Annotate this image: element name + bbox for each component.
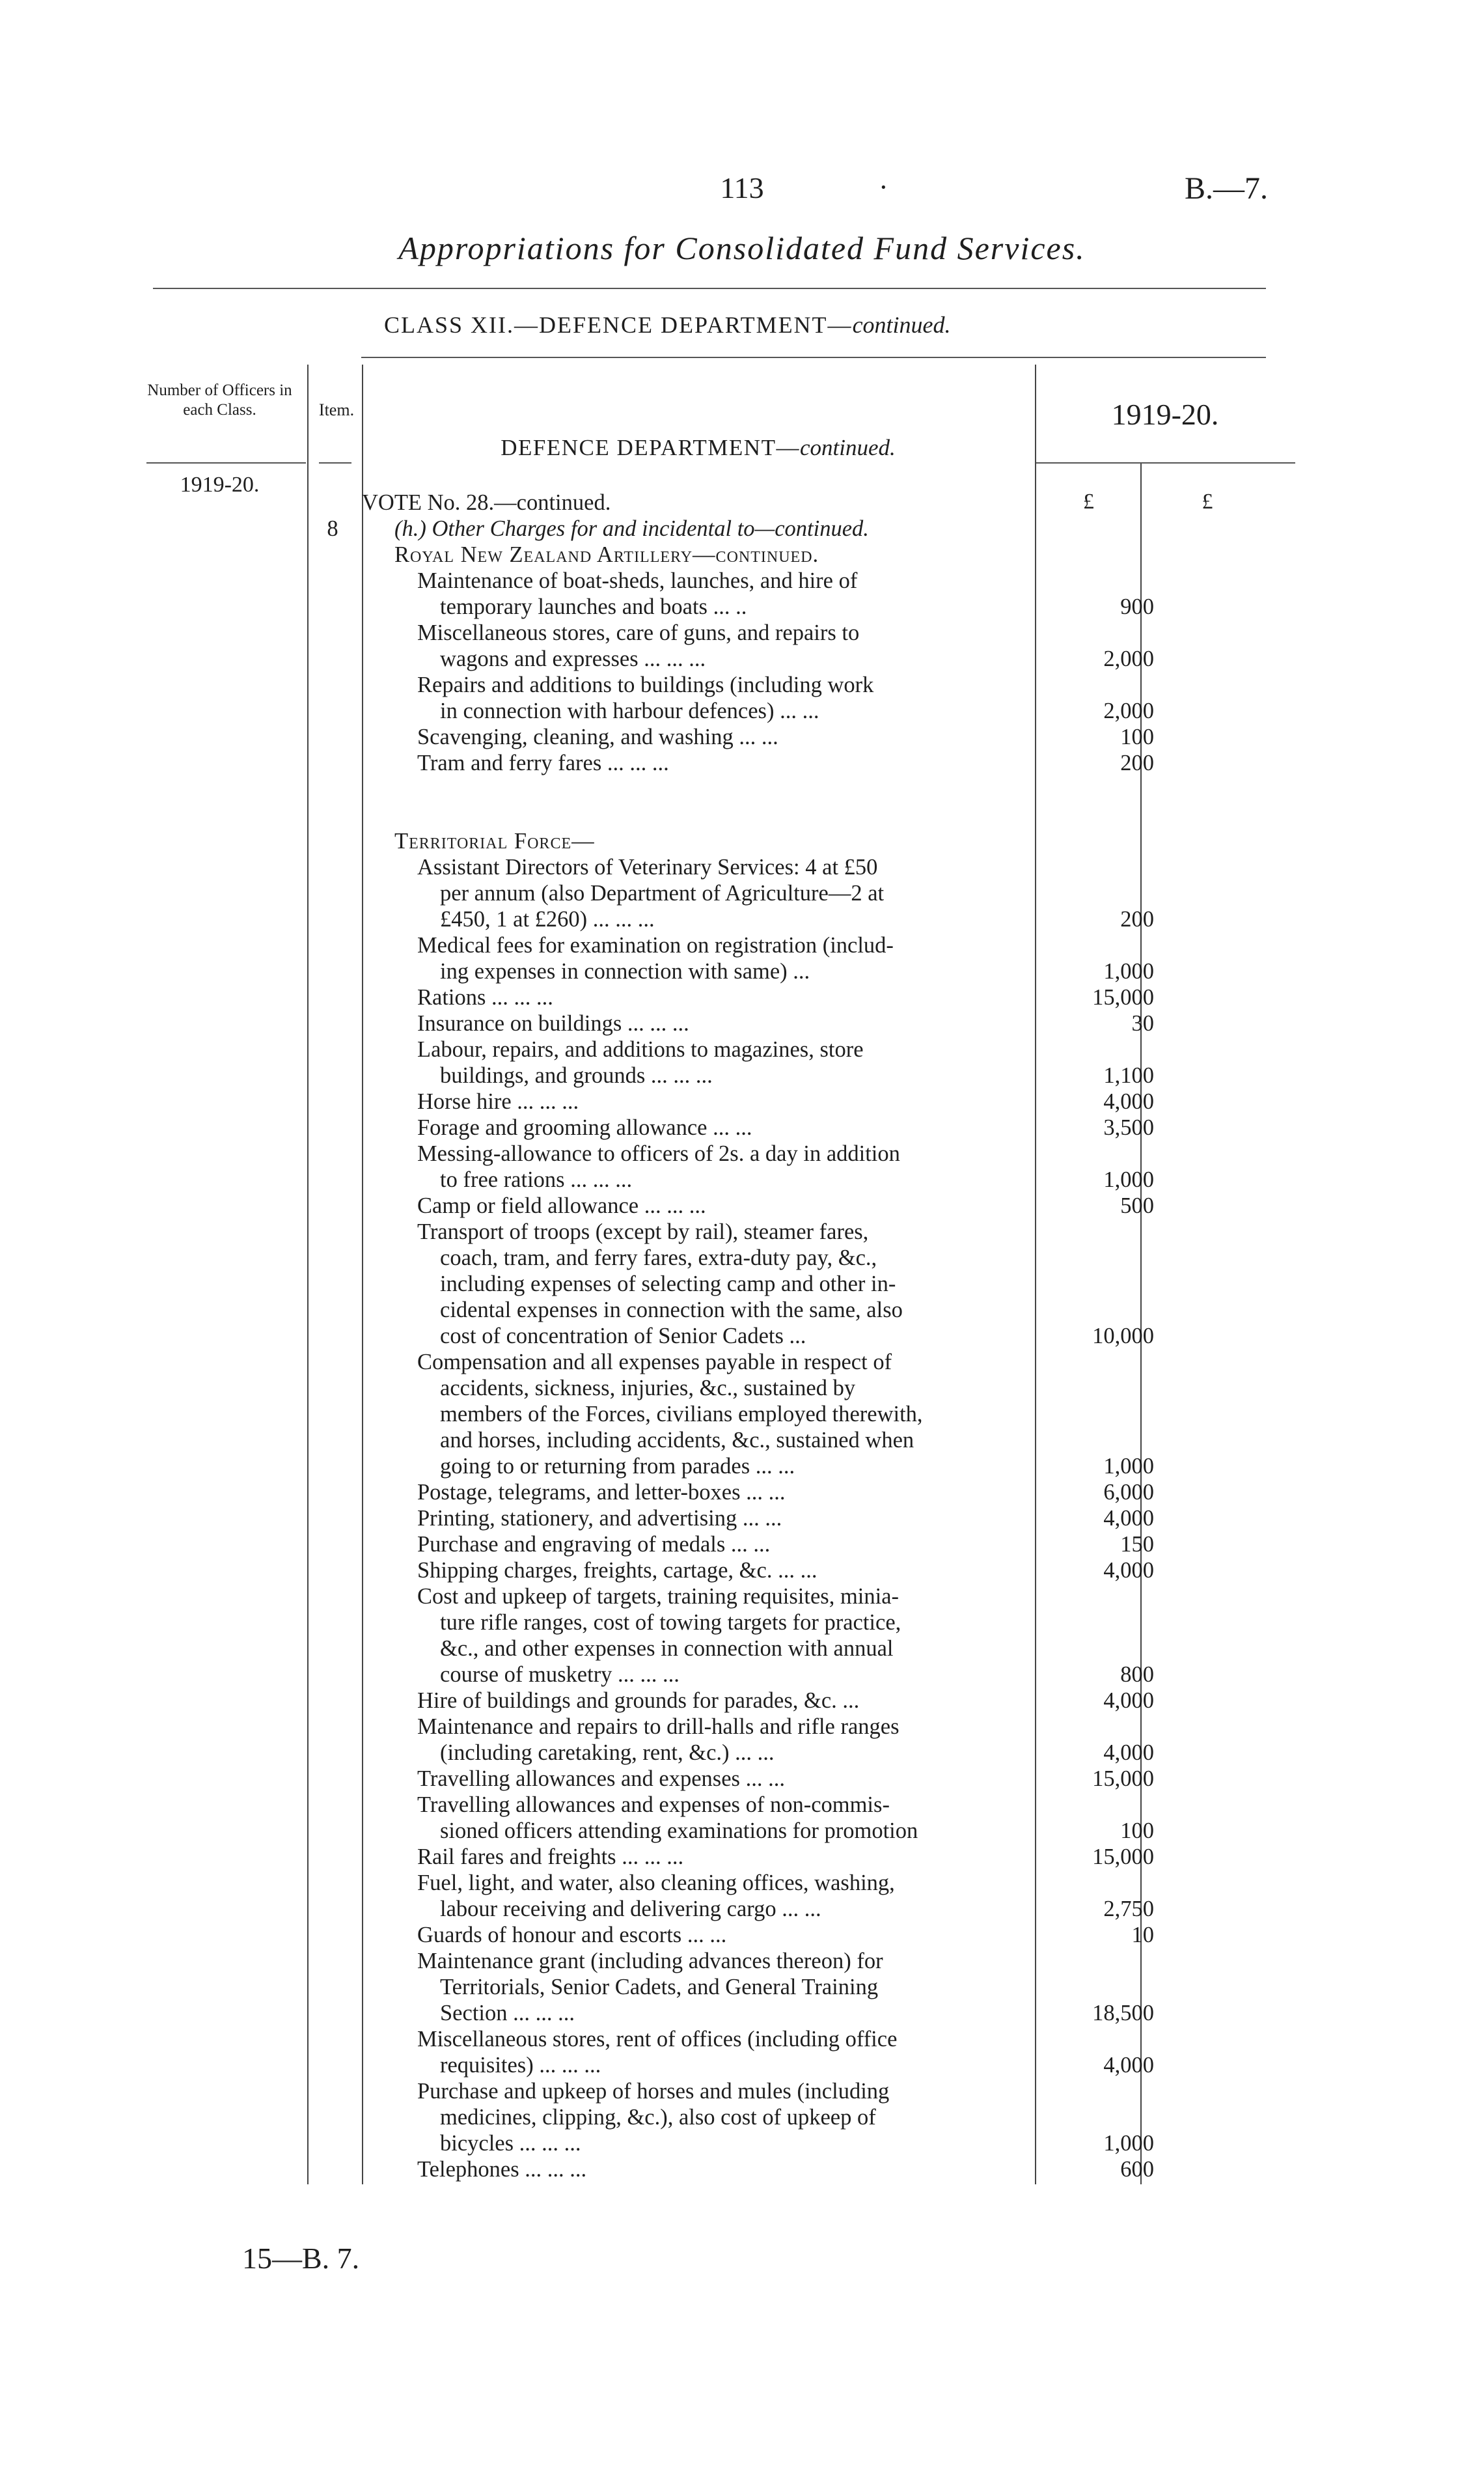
line-text: in connection with harbour defences) ... ... bbox=[440, 699, 819, 723]
line-text: Scavenging, cleaning, and washing ... ... bbox=[417, 725, 778, 749]
line-amount: 200 bbox=[1120, 907, 1154, 932]
table-row bbox=[362, 1349, 1136, 1375]
table-row bbox=[362, 2078, 1136, 2104]
class-heading bbox=[384, 311, 951, 339]
table-row bbox=[362, 1766, 1154, 1792]
table-row bbox=[362, 1818, 1154, 1844]
table-row bbox=[362, 490, 1136, 516]
year-column-heading: 1919-20. bbox=[1111, 398, 1219, 431]
table-row bbox=[362, 724, 1154, 750]
page-title: Appropriations for Consolidated Fund Services. bbox=[398, 230, 1086, 266]
line-text: Telephones ... ... ... bbox=[417, 2157, 587, 2182]
table-row bbox=[362, 1531, 1154, 1557]
line-text: Rations ... ... ... bbox=[417, 985, 553, 1010]
line-text: course of musketry ... ... ... bbox=[440, 1662, 680, 1687]
table-row bbox=[362, 776, 1136, 802]
line-text: cost of concentration of Senior Cadets ... bbox=[440, 1324, 806, 1348]
line-text: Miscellaneous stores, rent of offices (including office bbox=[417, 2027, 898, 2052]
line-amount: 18,500 bbox=[1092, 2001, 1154, 2025]
line-amount: 6,000 bbox=[1103, 1480, 1154, 1505]
department-column-heading bbox=[364, 435, 1032, 461]
line-text: Hire of buildings and grounds for parades, &c. ... bbox=[417, 1688, 860, 1713]
line-amount: 100 bbox=[1120, 725, 1154, 749]
line-text: Postage, telegrams, and letter-boxes ... ... bbox=[417, 1480, 786, 1505]
line-text: (h.) Other Charges for and incidental to—continued. bbox=[394, 516, 869, 541]
line-amount: 4,000 bbox=[1103, 2053, 1154, 2078]
line-text: Section ... ... ... bbox=[440, 2001, 575, 2025]
column-divider-officers bbox=[307, 365, 309, 2184]
line-amount: 200 bbox=[1120, 751, 1154, 775]
table-row bbox=[362, 1557, 1154, 1583]
line-amount: 2,000 bbox=[1103, 699, 1154, 723]
line-text: Territorials, Senior Cadets, and General Training bbox=[440, 1975, 879, 1999]
line-amount: 2,750 bbox=[1103, 1897, 1154, 1921]
line-text: cidental expenses in connection with the same, also bbox=[440, 1298, 903, 1322]
line-text: Rail fares and freights ... ... ... bbox=[417, 1844, 684, 1869]
table-row bbox=[362, 1844, 1154, 1870]
line-amount: 10,000 bbox=[1092, 1324, 1154, 1348]
table-row bbox=[362, 2104, 1136, 2130]
table-row bbox=[362, 1401, 1136, 1427]
table-row bbox=[362, 1375, 1136, 1401]
line-amount: 15,000 bbox=[1092, 1844, 1154, 1869]
table-row bbox=[362, 594, 1154, 620]
line-text: Travelling allowances and expenses of non-commis- bbox=[417, 1792, 890, 1817]
table-row bbox=[362, 1089, 1154, 1115]
table-row bbox=[362, 1792, 1136, 1818]
table-row bbox=[362, 1193, 1154, 1219]
line-amount: 4,000 bbox=[1103, 1558, 1154, 1583]
table-row bbox=[362, 1167, 1154, 1193]
line-text: Horse hire ... ... ... bbox=[417, 1089, 579, 1114]
table-row bbox=[362, 1063, 1154, 1089]
department-heading-continued: continued. bbox=[799, 435, 896, 460]
line-text: accidents, sickness, injuries, &c., sustained by bbox=[440, 1376, 856, 1400]
appropriation-lines bbox=[327, 490, 1154, 2182]
line-text: Royal New Zealand Artillery—continued. bbox=[394, 542, 819, 567]
line-text: coach, tram, and ferry fares, extra-duty pay, &c., bbox=[440, 1245, 877, 1270]
line-text: Travelling allowances and expenses ... ... bbox=[417, 1766, 785, 1791]
line-text: Camp or field allowance ... ... ... bbox=[417, 1193, 706, 1218]
line-text: Shipping charges, freights, cartage, &c. ... ... bbox=[417, 1558, 818, 1583]
officers-year: 1919-20. bbox=[180, 473, 260, 497]
table-row bbox=[362, 2156, 1154, 2182]
table-row bbox=[362, 2130, 1154, 2156]
table-row bbox=[362, 1271, 1136, 1297]
line-text: Messing-allowance to officers of 2s. a day in addition bbox=[417, 1141, 900, 1166]
item-heading-rule bbox=[319, 462, 351, 464]
title-rule bbox=[153, 288, 1266, 289]
line-amount: 100 bbox=[1120, 1818, 1154, 1843]
table-row bbox=[362, 932, 1136, 958]
line-amount: 4,000 bbox=[1103, 1506, 1154, 1531]
line-amount: 15,000 bbox=[1092, 1766, 1154, 1791]
line-text: and horses, including accidents, &c., sustained when bbox=[440, 1428, 914, 1453]
table-row bbox=[362, 1297, 1136, 1323]
line-text: VOTE No. 28.—continued. bbox=[362, 490, 611, 515]
class-heading-continued: continued. bbox=[852, 312, 951, 338]
table-row bbox=[362, 1583, 1136, 1609]
line-text: &c., and other expenses in connection with annual bbox=[440, 1636, 894, 1661]
line-text: buildings, and grounds ... ... ... bbox=[440, 1063, 713, 1088]
line-text: including expenses of selecting camp and other in- bbox=[440, 1272, 896, 1296]
table-row bbox=[362, 1479, 1154, 1505]
line-text: temporary launches and boats ... .. bbox=[440, 594, 747, 619]
table-row bbox=[362, 1662, 1154, 1688]
table-row bbox=[362, 1010, 1154, 1036]
table-row bbox=[362, 984, 1154, 1010]
item-number: 8 bbox=[327, 516, 338, 541]
line-text: requisites) ... ... ... bbox=[440, 2053, 601, 2078]
line-text: bicycles ... ... ... bbox=[440, 2131, 581, 2156]
table-row bbox=[362, 880, 1136, 906]
table-row bbox=[362, 802, 1136, 828]
line-amount: 4,000 bbox=[1103, 1740, 1154, 1765]
table-row bbox=[362, 646, 1154, 672]
table-row bbox=[362, 672, 1136, 698]
line-text: Territorial Force— bbox=[394, 829, 595, 854]
line-amount: 1,100 bbox=[1103, 1063, 1154, 1088]
item-column-heading: Item. bbox=[318, 400, 355, 419]
table-row bbox=[362, 2026, 1136, 2052]
year-heading-rule bbox=[1035, 462, 1295, 464]
line-text: Maintenance and repairs to drill-halls and rifle ranges bbox=[417, 1714, 900, 1739]
pound-sign-right: £ bbox=[1202, 490, 1213, 514]
document-reference: B.—7. bbox=[1185, 171, 1269, 206]
line-text: per annum (also Department of Agriculture—2 at bbox=[440, 881, 885, 906]
table-row bbox=[362, 906, 1154, 932]
line-amount: 30 bbox=[1131, 1011, 1154, 1036]
line-amount: 900 bbox=[1120, 594, 1154, 619]
line-text: Labour, repairs, and additions to magazines, store bbox=[417, 1037, 864, 1062]
line-text: to free rations ... ... ... bbox=[440, 1167, 633, 1192]
line-text: Maintenance grant (including advances thereon) for bbox=[417, 1949, 883, 1973]
table-row bbox=[362, 1714, 1136, 1740]
table-row bbox=[362, 1948, 1136, 1974]
line-amount: 10 bbox=[1131, 1923, 1154, 1947]
department-heading-main: DEFENCE DEPARTMENT— bbox=[501, 435, 800, 460]
table-row bbox=[362, 1141, 1136, 1167]
table-row bbox=[362, 1036, 1136, 1063]
line-text: Fuel, light, and water, also cleaning offices, washing, bbox=[417, 1871, 895, 1895]
line-text: (including caretaking, rent, &c.) ... ... bbox=[440, 1740, 775, 1765]
line-text: going to or returning from parades ... ... bbox=[440, 1454, 795, 1479]
table-row bbox=[327, 516, 1136, 542]
table-row bbox=[362, 1974, 1136, 2000]
table-row bbox=[362, 1245, 1136, 1271]
table-row bbox=[362, 750, 1154, 776]
table-row bbox=[362, 1323, 1154, 1349]
line-text: medicines, clipping, &c.), also cost of upkeep of bbox=[440, 2105, 876, 2130]
line-amount: 1,000 bbox=[1103, 2131, 1154, 2156]
line-amount: 4,000 bbox=[1103, 1688, 1154, 1713]
officers-column-heading: Number of Officers in each Class. bbox=[147, 382, 292, 419]
table-row bbox=[362, 1740, 1154, 1766]
footer-signature: 15—B. 7. bbox=[242, 2242, 360, 2275]
line-text: ing expenses in connection with same) ... bbox=[440, 959, 810, 984]
line-text: Transport of troops (except by rail), steamer fares, bbox=[417, 1219, 869, 1244]
line-amount: 1,000 bbox=[1103, 959, 1154, 984]
line-text: Assistant Directors of Veterinary Services: 4 at £50 bbox=[417, 855, 878, 880]
line-text: Insurance on buildings ... ... ... bbox=[417, 1011, 689, 1036]
line-text: Printing, stationery, and advertising ... ... bbox=[417, 1506, 782, 1531]
line-text: sioned officers attending examinations for promotion bbox=[440, 1818, 918, 1843]
line-text: Tram and ferry fares ... ... ... bbox=[417, 751, 669, 775]
table-row bbox=[362, 568, 1136, 594]
line-amount: 3,500 bbox=[1103, 1115, 1154, 1140]
table-row bbox=[362, 1427, 1136, 1453]
line-amount: 600 bbox=[1120, 2157, 1154, 2182]
pound-sign-left: £ bbox=[1083, 490, 1094, 514]
page-number: 113 bbox=[720, 171, 764, 204]
line-text: Forage and grooming allowance ... ... bbox=[417, 1115, 752, 1140]
line-amount: 15,000 bbox=[1092, 985, 1154, 1010]
line-text: Purchase and upkeep of horses and mules (including bbox=[417, 2079, 890, 2104]
line-amount: 800 bbox=[1120, 1662, 1154, 1687]
line-amount: 1,000 bbox=[1103, 1167, 1154, 1192]
table-row bbox=[362, 1219, 1136, 1245]
line-text: Miscellaneous stores, care of guns, and repairs to bbox=[417, 620, 860, 645]
table-row bbox=[362, 1505, 1154, 1531]
table-row bbox=[362, 854, 1136, 880]
header-separator: · bbox=[879, 171, 888, 203]
line-amount: 2,000 bbox=[1103, 647, 1154, 671]
class-heading-main: CLASS XII.—DEFENCE DEPARTMENT— bbox=[384, 312, 853, 338]
class-heading-rule bbox=[361, 357, 1266, 358]
table-row bbox=[362, 1896, 1154, 1922]
line-text: labour receiving and delivering cargo ... ... bbox=[440, 1897, 821, 1921]
table-row bbox=[362, 1635, 1136, 1662]
officers-heading-rule bbox=[146, 462, 306, 464]
line-text: Repairs and additions to buildings (including work bbox=[417, 673, 874, 697]
table-row bbox=[362, 1453, 1154, 1479]
line-amount: 150 bbox=[1120, 1532, 1154, 1557]
table-row bbox=[362, 1688, 1154, 1714]
table-row bbox=[362, 620, 1136, 646]
line-text: members of the Forces, civilians employed therewith, bbox=[440, 1402, 923, 1426]
line-text: Maintenance of boat-sheds, launches, and hire of bbox=[417, 568, 858, 593]
table-row bbox=[362, 1870, 1136, 1896]
line-amount: 500 bbox=[1120, 1193, 1154, 1218]
table-row bbox=[362, 1609, 1136, 1635]
line-amount: 1,000 bbox=[1103, 1454, 1154, 1479]
table-row bbox=[362, 1922, 1154, 1948]
table-row bbox=[362, 542, 1136, 568]
line-text: ture rifle ranges, cost of towing targets for practice, bbox=[440, 1610, 901, 1635]
table-row bbox=[362, 828, 1136, 854]
line-text: Compensation and all expenses payable in respect of bbox=[417, 1350, 892, 1374]
table-row bbox=[362, 958, 1154, 984]
table-row bbox=[362, 2052, 1154, 2078]
line-text: wagons and expresses ... ... ... bbox=[440, 647, 706, 671]
line-text: Guards of honour and escorts ... ... bbox=[417, 1923, 727, 1947]
line-text: Purchase and engraving of medals ... ... bbox=[417, 1532, 771, 1557]
table-row bbox=[362, 2000, 1154, 2026]
line-text: Medical fees for examination on registration (includ- bbox=[417, 933, 894, 958]
line-text: Cost and upkeep of targets, training requisites, minia- bbox=[417, 1584, 899, 1609]
line-amount: 4,000 bbox=[1103, 1089, 1154, 1114]
table-row bbox=[362, 698, 1154, 724]
line-text: £450, 1 at £260) ... ... ... bbox=[440, 907, 655, 932]
table-row bbox=[362, 1115, 1154, 1141]
